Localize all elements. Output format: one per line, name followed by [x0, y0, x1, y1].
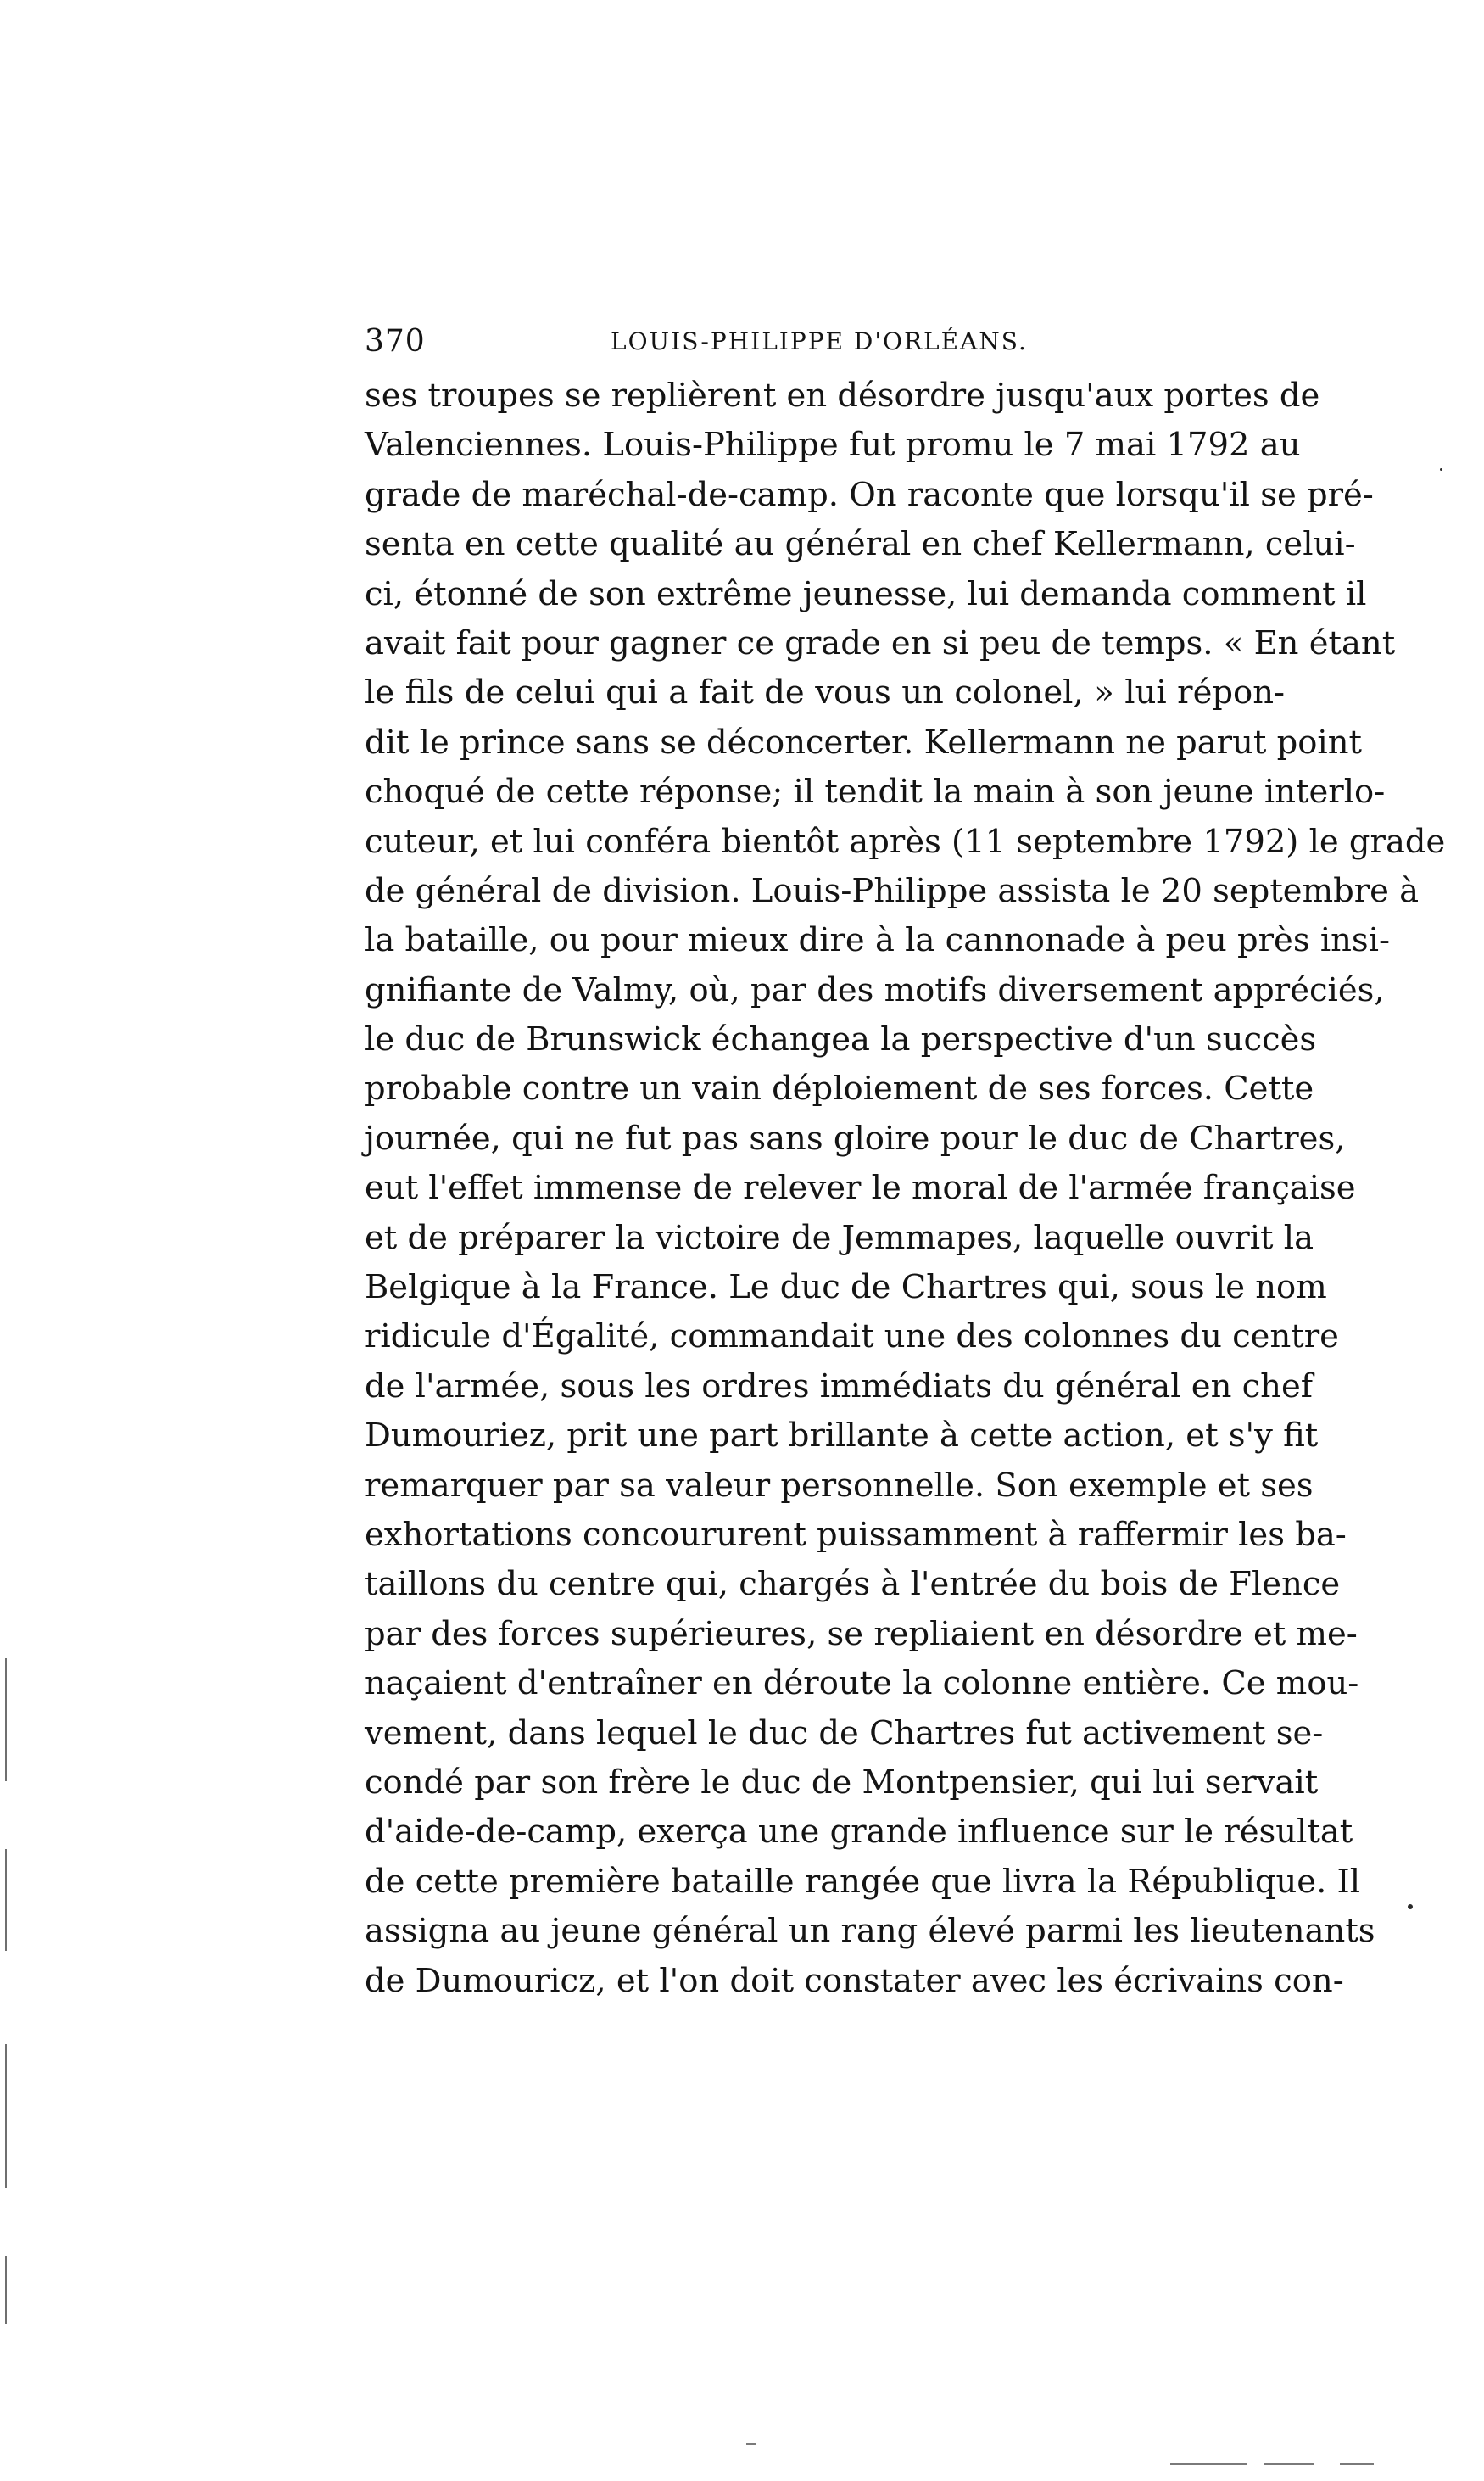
left-edge-mark — [5, 1658, 7, 1781]
text-line: ridicule d'Égalité, commandait une des colonnes du centre — [365, 1317, 1339, 1356]
text-line: probable contre un vain déploiement de ses forces. Cette — [365, 1070, 1314, 1109]
text-line: le fils de celui qui a fait de vous un colonel, » lui répon- — [365, 673, 1285, 712]
text-line: le duc de Brunswick échangea la perspective d'un succès — [365, 1020, 1317, 1059]
bottom-dash — [1170, 2463, 1247, 2465]
text-line: Dumouriez, prit une part brillante à cette action, et s'y fit — [365, 1417, 1319, 1456]
text-line: choqué de cette réponse; il tendit la main à son jeune interlo- — [365, 773, 1386, 812]
text-line: ci, étonné de son extrême jeunesse, lui demanda comment il — [365, 574, 1367, 613]
text-line: cuteur, et lui conféra bientôt après (11 septembre 1792) le grade — [365, 822, 1446, 861]
body-text — [365, 372, 1446, 2006]
left-edge-mark — [5, 1849, 7, 1951]
text-line: de Dumouricz, et l'on doit constater avec les écrivains con- — [365, 1961, 1344, 2000]
text-line: ses troupes se replièrent en désordre jusqu'aux portes de — [365, 377, 1320, 415]
text-line: Valenciennes. Louis-Philippe fut promu le 7 mai 1792 au — [365, 426, 1301, 465]
left-edge-mark — [5, 2044, 7, 2188]
left-edge-mark — [5, 2256, 7, 2324]
running-title: LOUIS-PHILIPPE D'ORLÉANS. — [611, 327, 1028, 355]
text-line: condé par son frère le duc de Montpensier, qui lui servait — [365, 1763, 1319, 1802]
text-line: assigna au jeune général un rang élevé parmi les lieutenants — [365, 1912, 1375, 1951]
text-line: vement, dans lequel le duc de Chartres fut activement se- — [365, 1713, 1324, 1752]
text-line: de cette première bataille rangée que livra la République. Il — [365, 1862, 1361, 1901]
text-line: journée, qui ne fut pas sans gloire pour le duc de Chartres, — [365, 1119, 1346, 1158]
text-line: senta en cette qualité au général en chef Kellermann, celui- — [365, 525, 1356, 564]
text-line: d'aide-de-camp, exerça une grande influence sur le résultat — [365, 1813, 1353, 1852]
text-line: exhortations concoururent puissamment à raffermir les ba- — [365, 1515, 1347, 1554]
text-line: la bataille, ou pour mieux dire à la cannonade à peu près insi- — [365, 921, 1391, 960]
margin-dot-right-bottom — [1408, 1904, 1413, 1909]
text-line: Belgique à la France. Le duc de Chartres qui, sous le nom — [365, 1268, 1327, 1307]
running-head — [365, 324, 1276, 375]
margin-dot-right-top — [1440, 468, 1442, 471]
text-line: dit le prince sans se déconcerter. Kellermann ne parut point — [365, 723, 1362, 762]
text-line: de général de division. Louis-Philippe assista le 20 septembre à — [365, 871, 1420, 910]
text-line: gnifiante de Valmy, où, par des motifs diversement appréciés, — [365, 970, 1385, 1009]
text-line: avait fait pour gagner ce grade en si peu de temps. « En étant — [365, 623, 1396, 662]
text-line: eut l'effet immense de relever le moral de l'armée française — [365, 1169, 1356, 1208]
text-line: par des forces supérieures, se repliaient en désordre et me- — [365, 1614, 1358, 1653]
bottom-dash — [746, 2443, 756, 2445]
text-line: et de préparer la victoire de Jemmapes, laquelle ouvrit la — [365, 1218, 1314, 1257]
text-line: grade de maréchal-de-camp. On raconte que lorsqu'il se pré- — [365, 475, 1374, 514]
text-line: naçaient d'entraîner en déroute la colonne entière. Ce mou- — [365, 1664, 1359, 1703]
page-number: 370 — [365, 324, 426, 359]
text-line: remarquer par sa valeur personnelle. Son exemple et ses — [365, 1466, 1314, 1505]
text-line: taillons du centre qui, chargés à l'entrée du bois de Flence — [365, 1565, 1341, 1604]
bottom-dash — [1264, 2463, 1314, 2465]
bottom-dash — [1340, 2463, 1374, 2465]
text-line: de l'armée, sous les ordres immédiats du général en chef — [365, 1366, 1314, 1405]
